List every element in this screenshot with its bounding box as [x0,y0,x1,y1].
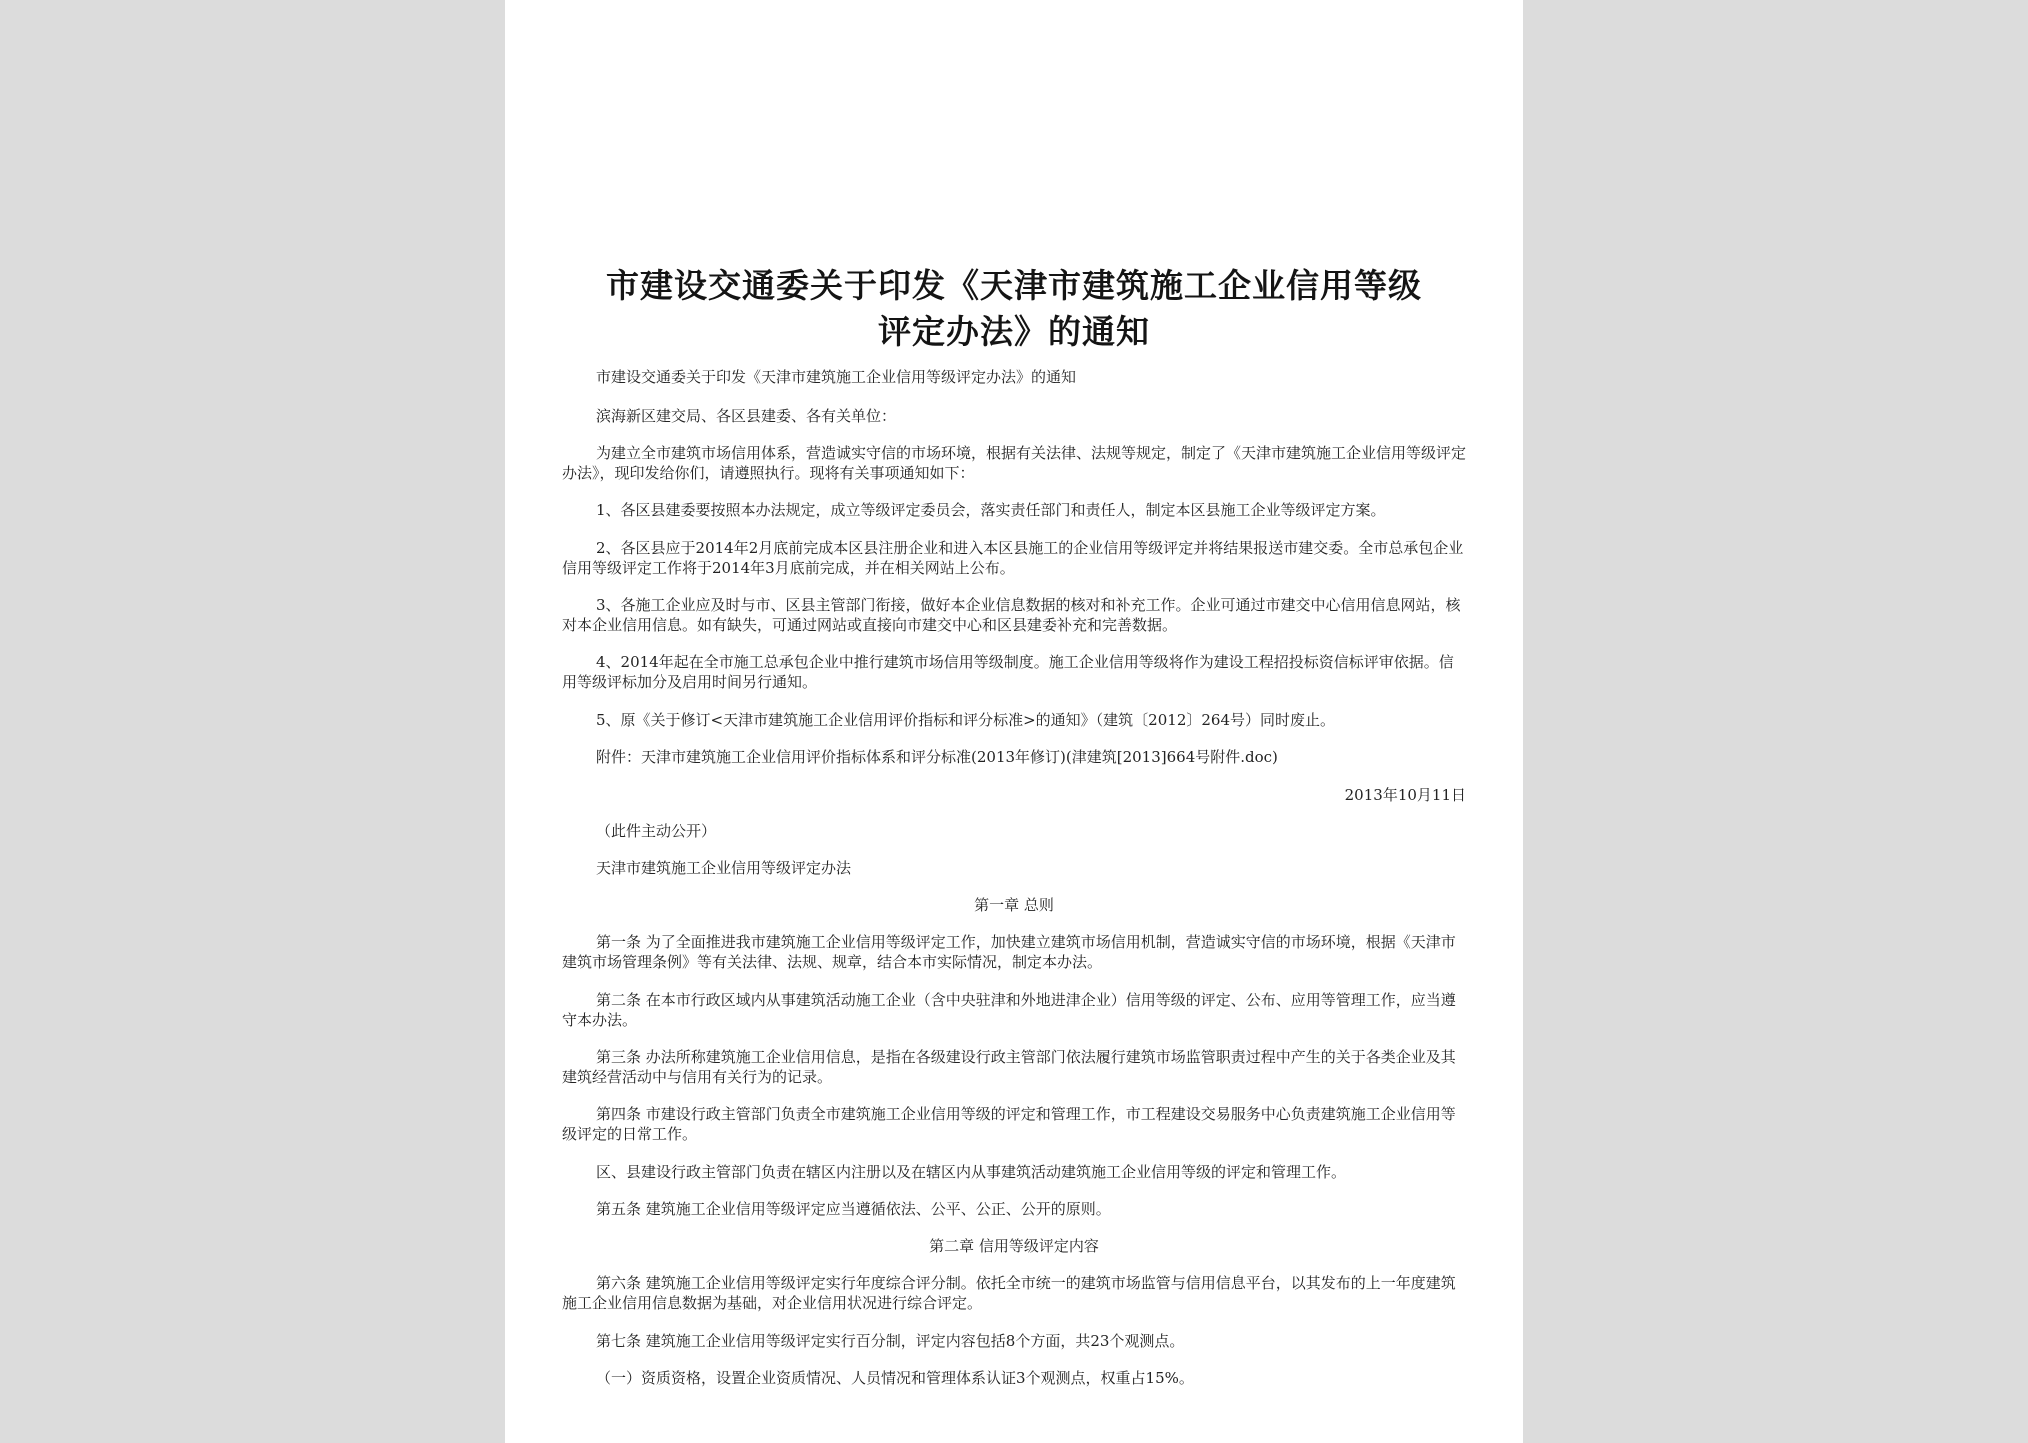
chapter-1-heading: 第一章 总则 [974,896,1054,914]
regulation-title: 天津市建筑施工企业信用等级评定办法 [596,859,852,877]
document-title-line-1: 市建设交通委关于印发《天津市建筑施工企业信用等级 [606,266,1422,305]
item-3: 3、各施工企业应及时与市、区县主管部门衔接，做好本企业信息数据的核对和补充工作。企业可通过市建交中心信用信息网站，核对本企业信用信息。如有缺失，可通过网站或直接向市建交中心和区县建委补充和完善数据。 [562,596,1461,634]
article-5: 第五条 建筑施工企业信用等级评定应当遵循依法、公平、公正、公开的原则。 [596,1200,1111,1218]
article-6: 第六条 建筑施工企业信用等级评定实行年度综合评分制。依托全市统一的建筑市场监管与信用信息平台，以其发布的上一年度建筑施工企业信用信息数据为基础，对企业信用状况进行综合评定。 [562,1274,1456,1312]
item-4: 4、2014年起在全市施工总承包企业中推行建筑市场信用等级制度。施工企业信用等级将作为建设工程招投标资信标评审依据。信用等级评标加分及启用时间另行通知。 [562,653,1454,691]
item-1: 1、各区县建委要按照本办法规定，成立等级评定委员会，落实责任部门和责任人，制定本区县施工企业等级评定方案。 [596,501,1386,519]
attachment-line: 附件：天津市建筑施工企业信用评价指标体系和评分标准(2013年修订)(津建筑[2013]664号附件.doc) [596,748,1278,766]
article-1: 第一条 为了全面推进我市建筑施工企业信用等级评定工作，加快建立建筑市场信用机制，营造诚实守信的市场环境，根据《天津市建筑市场管理条例》等有关法律、法规、规章，结合本市实际情况，制定本办法。 [562,933,1456,971]
item-5: 5、原《关于修订<天津市建筑施工企业信用评价指标和评分标准>的通知》（建筑〔2012〕264号）同时废止。 [596,711,1335,729]
article-4: 第四条 市建设行政主管部门负责全市建筑施工企业信用等级的评定和管理工作，市工程建设交易服务中心负责建筑施工企业信用等级评定的日常工作。 [562,1105,1456,1143]
chapter-2-heading: 第二章 信用等级评定内容 [929,1237,1099,1255]
article-2: 第二条 在本市行政区域内从事建筑活动施工企业（含中央驻津和外地进津企业）信用等级的评定、公布、应用等管理工作，应当遵守本办法。 [562,991,1456,1029]
document-title-line-2: 评定办法》的通知 [878,312,1150,351]
item-2: 2、各区县应于2014年2月底前完成本区县注册企业和进入本区县施工的企业信用等级评定并将结果报送市建交委。全市总承包企业信用等级评定工作将于2014年3月底前完成，并在相关网站上公布。 [562,539,1464,577]
document-page [505,0,1523,1443]
district-responsibility: 区、县建设行政主管部门负责在辖区内注册以及在辖区内从事建筑活动建筑施工企业信用等级的评定和管理工作。 [596,1163,1347,1181]
article-7: 第七条 建筑施工企业信用等级评定实行百分制，评定内容包括8个方面，共23个观测点。 [596,1332,1185,1350]
salutation: 滨海新区建交局、各区县建委、各有关单位： [596,407,897,425]
issue-date: 2013年10月11日 [1344,786,1466,804]
article-7-item-1: （一）资质资格，设置企业资质情况、人员情况和管理体系认证3个观测点，权重占15%。 [596,1369,1194,1387]
article-3: 第三条 办法所称建筑施工企业信用信息，是指在各级建设行政主管部门依法履行建筑市场监管职责过程中产生的关于各类企业及其建筑经营活动中与信用有关行为的记录。 [562,1048,1456,1086]
disclosure-note: （此件主动公开） [596,822,717,840]
intro-paragraph: 为建立全市建筑市场信用体系，营造诚实守信的市场环境，根据有关法律、法规等规定，制定了《天津市建筑施工企业信用等级评定办法》，现印发给你们，请遵照执行。现将有关事项通知如下： [562,444,1467,482]
notice-heading: 市建设交通委关于印发《天津市建筑施工企业信用等级评定办法》的通知 [596,368,1077,386]
